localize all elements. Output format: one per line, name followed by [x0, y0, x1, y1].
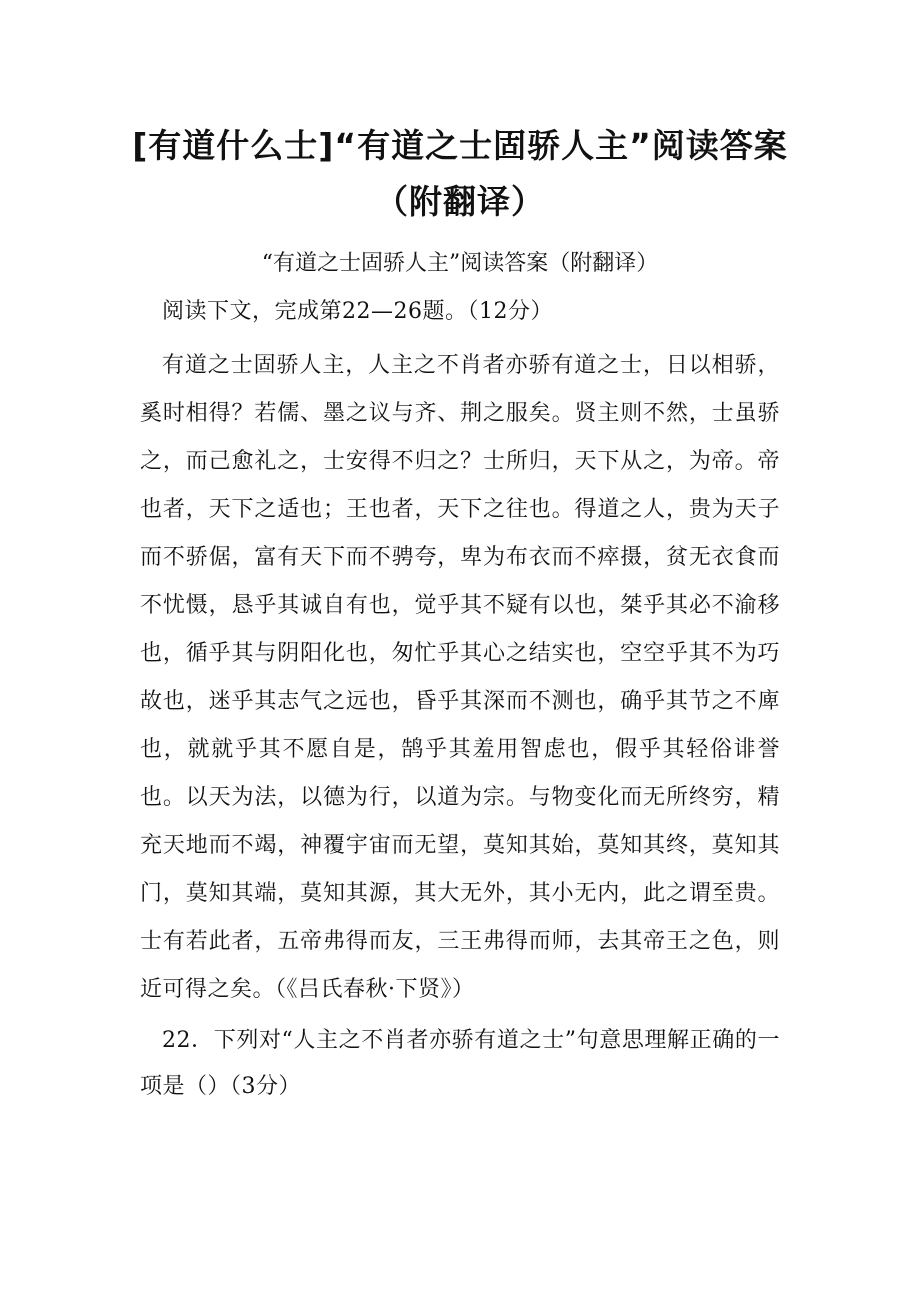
reading-instruction: 阅读下文，完成第22—26题。（12分）	[162, 299, 553, 324]
document-title: [有道什么士]“有道之士固骄人主”阅读答案（附翻译）	[132, 126, 788, 221]
classical-passage: 有道之士固骄人主，人主之不肖者亦骄有道之士，日以相骄，奚时相得？若儒、墨之议与齐、荆之服矣。贤主则不然，士虽骄之，而己愈礼之，士安得不归之？士所归，天下从之，为帝。帝也者，天下之适也；王也者，天下之往也。得道之人，贵为天子而不骄倨，富有天下而不骋夸，卑为布衣而不瘁摄，贫无衣食而不忧慑，恳乎其诚自有也，觉乎其不疑有以也，桀乎其必不渝移也，循乎其与阴阳化也，匆忙乎其心之结实也，空空乎其不为巧故也，迷乎其志气之远也，昏乎其深而不测也，确乎其节之不庳也，就就乎其不愿自是，鹄乎其羞用智虑也，假乎其轻俗诽誉也。以天为法，以德为行，以道为宗。与物变化而无所终穷，精充天地而不竭，神覆宇宙而无望，莫知其始，莫知其终，莫知其门，莫知其端，莫知其源，其大无外，其小无内，此之谓至贵。士有若此者，五帝弗得而友，三王弗得而师，去其帝王之色，则近可得之矣。（《吕氏春秋·下贤》）	[140, 353, 780, 1002]
question-22: 22．下列对“人主之不肖者亦骄有道之士”句意思理解正确的一项是（）（3分）	[140, 1028, 780, 1099]
document-body	[140, 292, 780, 1110]
document-subtitle: “有道之士固骄人主”阅读答案（附翻译）	[261, 251, 659, 276]
